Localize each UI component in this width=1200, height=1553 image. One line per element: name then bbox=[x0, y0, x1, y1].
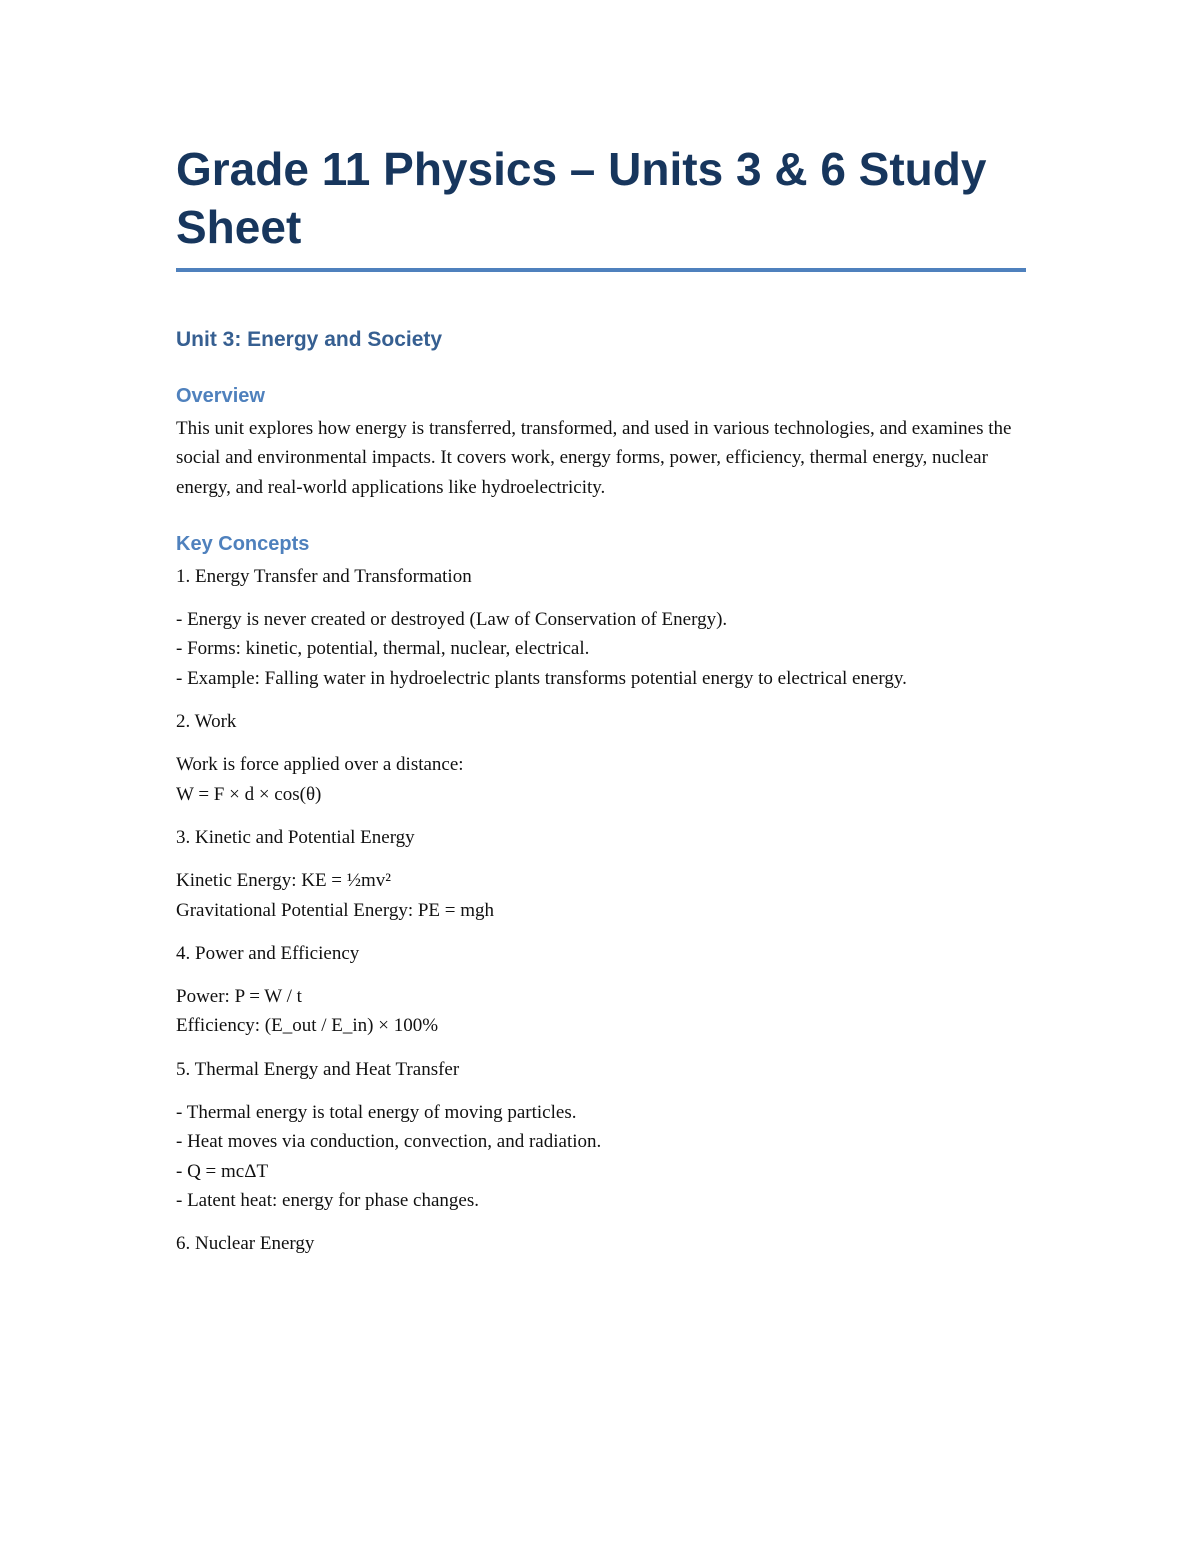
concept-power-efficiency bbox=[176, 939, 1026, 1041]
potential-energy-formula: Gravitational Potential Energy: PE = mgh bbox=[176, 899, 495, 921]
efficiency-formula: Efficiency: (E_out / E_in) × 100% bbox=[176, 1015, 439, 1037]
concept-line: - Heat moves via conduction, convection, and radiation. bbox=[176, 1131, 602, 1153]
overview-heading: Overview bbox=[176, 385, 265, 407]
concept-line: - Example: Falling water in hydroelectric plants transforms potential energy to electrical energy. bbox=[176, 667, 907, 689]
kinetic-energy-formula: Kinetic Energy: KE = ½mv² bbox=[176, 870, 391, 892]
concept-line: - Forms: kinetic, potential, thermal, nuclear, electrical. bbox=[176, 638, 590, 660]
concept-work bbox=[176, 707, 1026, 809]
document-page bbox=[176, 140, 1026, 1259]
concept-lines bbox=[176, 1098, 1026, 1215]
concept-heading: 6. Nuclear Energy bbox=[176, 1233, 315, 1255]
concept-kinetic-potential bbox=[176, 823, 1026, 925]
work-formula: W = F × d × cos(θ) bbox=[176, 783, 322, 805]
concept-line: Work is force applied over a distance: bbox=[176, 754, 464, 776]
concept-heading: 3. Kinetic and Potential Energy bbox=[176, 826, 415, 848]
document-title: Grade 11 Physics – Units 3 & 6 Study Sheet bbox=[176, 140, 1026, 272]
unit3-heading: Unit 3: Energy and Society bbox=[176, 328, 443, 351]
concept-heading: 2. Work bbox=[176, 711, 237, 733]
concept-lines bbox=[176, 866, 1026, 925]
concept-thermal-energy bbox=[176, 1055, 1026, 1215]
concept-heading: 4. Power and Efficiency bbox=[176, 942, 360, 964]
concept-lines bbox=[176, 982, 1026, 1041]
concept-heading: 5. Thermal Energy and Heat Transfer bbox=[176, 1058, 460, 1080]
concept-heading: 1. Energy Transfer and Transformation bbox=[176, 565, 472, 587]
overview-text: This unit explores how energy is transferred, transformed, and used in various technologies, and examines the social and environmental impacts. It covers work, energy forms, power, efficiency, thermal energy, nuclear energy, and real-world applications like hydroelectricity. bbox=[176, 418, 1012, 498]
heat-formula: - Q = mcΔT bbox=[176, 1160, 269, 1182]
key-concepts-heading: Key Concepts bbox=[176, 532, 310, 555]
concept-nuclear-energy bbox=[176, 1229, 1026, 1258]
concept-line: - Energy is never created or destroyed (Law of Conservation of Energy). bbox=[176, 609, 728, 631]
concept-line: - Thermal energy is total energy of moving particles. bbox=[176, 1102, 577, 1124]
power-formula: Power: P = W / t bbox=[176, 986, 302, 1008]
concept-energy-transfer bbox=[176, 562, 1026, 693]
concept-line: - Latent heat: energy for phase changes. bbox=[176, 1189, 479, 1211]
concept-lines bbox=[176, 750, 1026, 809]
concept-lines bbox=[176, 605, 1026, 693]
